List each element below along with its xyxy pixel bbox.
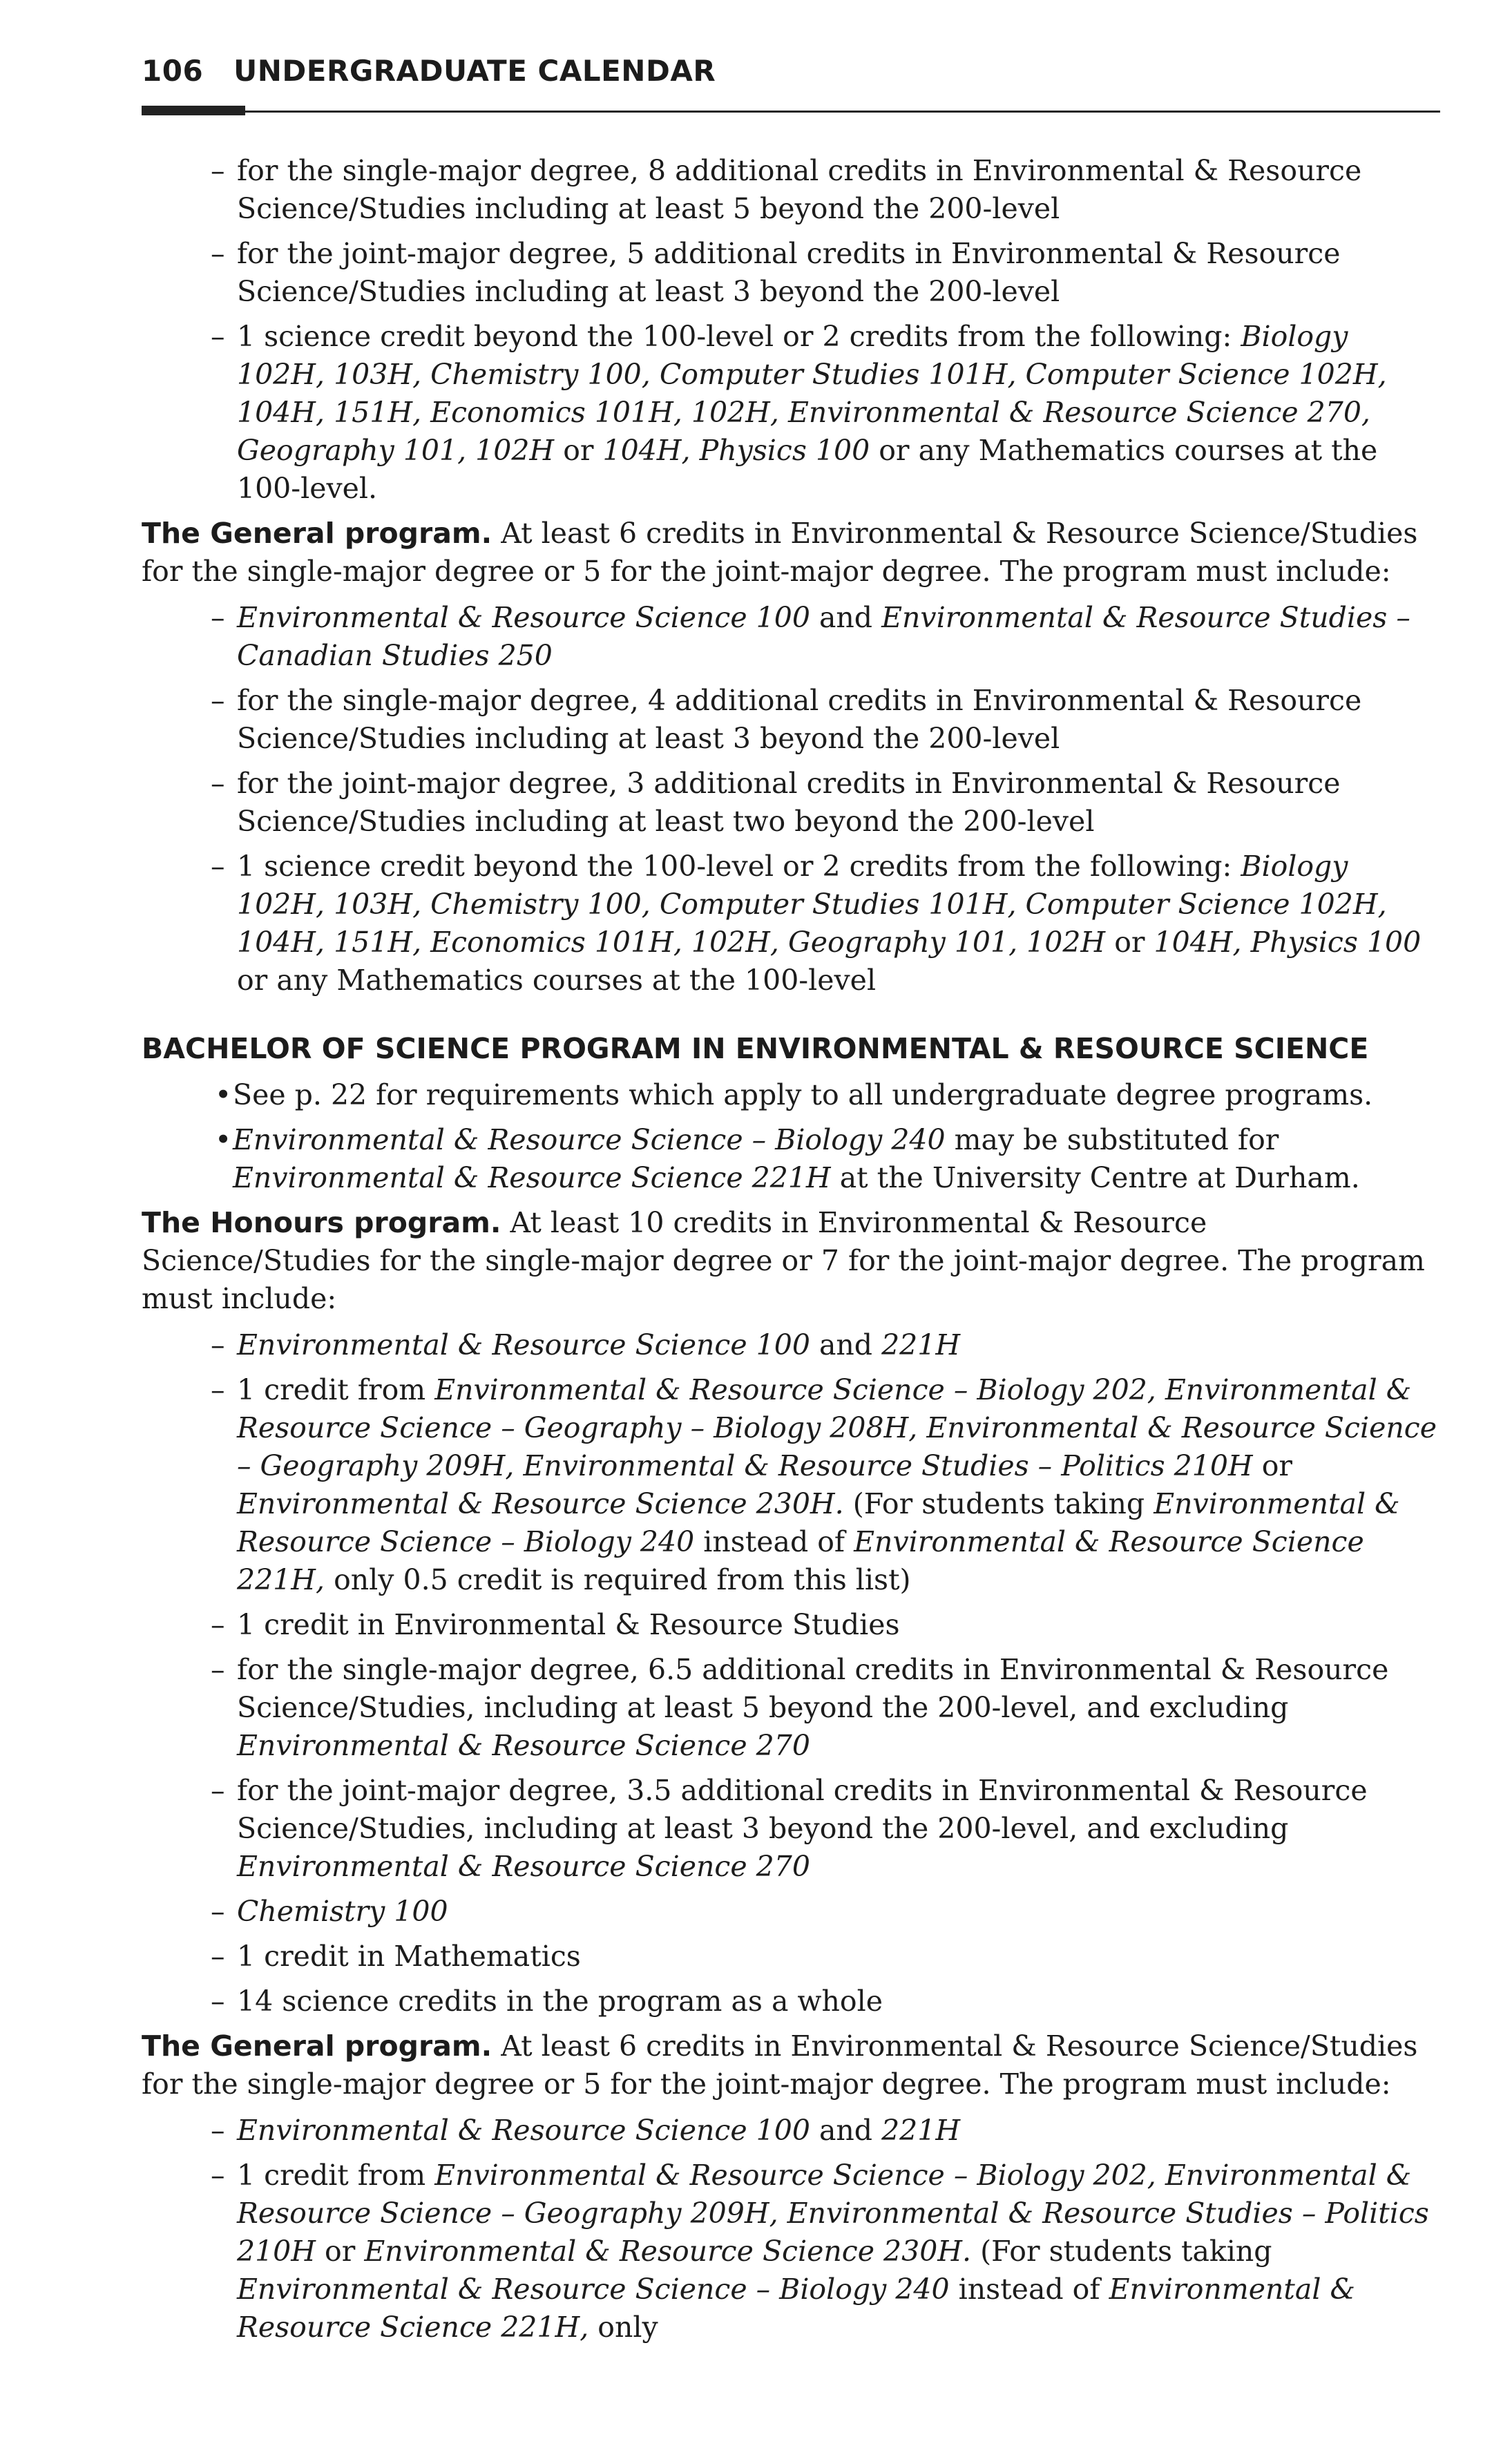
honours-paragraph: The Honours program. At least 10 credits in Environmental & Resource Science/Studies for the single-major degree or 7 for the joint-major degree. The program must include: <box>142 1206 1425 1315</box>
page-header <box>142 54 1447 88</box>
ba-general-paragraph: The General program. At least 6 credits in Environmental & Resource Science/Studies for the single-major degree or 5 for the joint-major degree. The program must include: <box>142 517 1418 588</box>
list-item: – 14 science credits in the program as a whole <box>142 1982 1440 2020</box>
list-item: – 1 credit in Environmental & Resource Studies <box>142 1606 1440 1644</box>
list-item: – 1 credit from Environmental & Resource Science – Biology 202, Environmental & Resource Science – Geography 209H, Environmental & Resource Studies – Politics 210H or Environmental & Resource Science 230H. (For students taking Environmental & Resource Science – Biology 240 instead of Environmental & Resource Science 221H, only <box>142 2157 1440 2347</box>
list-item: – 1 science credit beyond the 100-level or 2 credits from the following: Biology 102H, 103H, Chemistry 100, Computer Studies 101H, Computer Science 102H, 104H, 151H, Economics 101H, 102H, Geography 101, 102H or 104H, Physics 100 or any Mathematics courses at the 100-level <box>142 848 1440 1000</box>
ba-general-lead: The General program. <box>142 517 492 550</box>
bsc-section-heading: BACHELOR OF SCIENCE PROGRAM IN ENVIRONMENTAL & RESOURCE SCIENCE <box>142 1032 1369 1065</box>
list-item: – for the single-major degree, 8 additional credits in Environmental & Resource Science/Studies including at least 5 beyond the 200-level <box>142 152 1440 228</box>
list-item: – Chemistry 100 <box>142 1893 1440 1931</box>
page-body <box>142 152 1440 2353</box>
list-item: – for the single-major degree, 4 additional credits in Environmental & Resource Science/Studies including at least 3 beyond the 200-level <box>142 682 1440 758</box>
list-item: – for the joint-major degree, 5 additional credits in Environmental & Resource Science/Studies including at least 3 beyond the 200-level <box>142 235 1440 311</box>
list-item: – 1 science credit beyond the 100-level or 2 credits from the following: Biology 102H, 103H, Chemistry 100, Computer Studies 101H, Computer Science 102H, 104H, 151H, Economics 101H, 102H, Environmental & Resource Science 270, Geography 101, 102H or 104H, Physics 100 or any Mathematics courses at the 100-level. <box>142 318 1440 508</box>
list-item: – for the joint-major degree, 3.5 additional credits in Environmental & Resource Science/Studies, including at least 3 beyond the 200-level, and excluding Environmental & Resource Science 270 <box>142 1772 1440 1886</box>
list-item: – for the single-major degree, 6.5 additional credits in Environmental & Resource Science/Studies, including at least 5 beyond the 200-level, and excluding Environmental & Resource Science 270 <box>142 1651 1440 1765</box>
list-item: – Environmental & Resource Science 100 and Environmental & Resource Studies – Canadian Studies 250 <box>142 599 1440 675</box>
bsc-general-lead: The General program. <box>142 2029 492 2063</box>
bsc-general-paragraph: The General program. At least 6 credits in Environmental & Resource Science/Studies for the single-major degree or 5 for the joint-major degree. The program must include: <box>142 2029 1418 2101</box>
running-title: UNDERGRADUATE CALENDAR <box>233 54 716 88</box>
header-rule <box>142 111 1440 113</box>
bullet-item: • See p. 22 for requirements which apply to all undergraduate degree programs. <box>142 1076 1440 1114</box>
list-item: – Environmental & Resource Science 100 and 221H <box>142 2112 1440 2150</box>
list-item: – 1 credit from Environmental & Resource Science – Biology 202, Environmental & Resource Science – Geography – Biology 208H, Environmental & Resource Science – Geography 209H, Environmental & Resource Studies – Politics 210H or Environmental & Resource Science 230H. (For students taking Environmental & Resource Science – Biology 240 instead of Environmental & Resource Science 221H, only 0.5 credit is required from this list) <box>142 1371 1440 1599</box>
honours-lead: The Honours program. <box>142 1206 501 1239</box>
list-item: – for the joint-major degree, 3 additional credits in Environmental & Resource Science/Studies including at least two beyond the 200-level <box>142 765 1440 841</box>
bullet-item: • Environmental & Resource Science – Biology 240 may be substituted for Environmental & Resource Science 221H at the University Centre at Durham. <box>142 1121 1440 1197</box>
list-item: – 1 credit in Mathematics <box>142 1938 1440 1976</box>
list-item: – Environmental & Resource Science 100 and 221H <box>142 1326 1440 1364</box>
page-number: 106 <box>142 54 204 88</box>
